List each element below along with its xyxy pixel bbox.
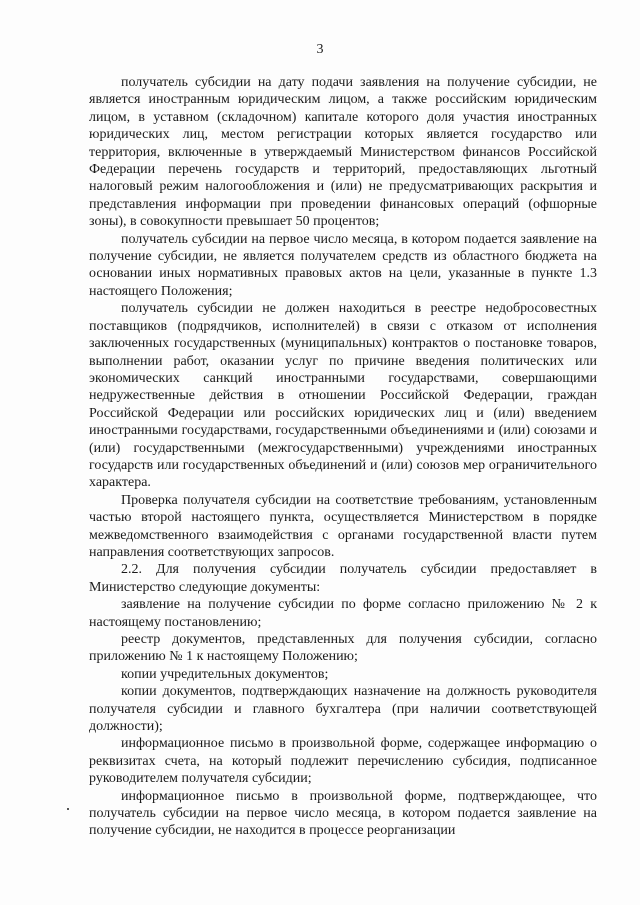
paragraph-no-reorganization-letter: информационное письмо в произвольной форме, подтверждающее, что получатель субсидии на первое число месяца, в котором подается заявление на получение субсидии, не находится в процессе реорганизации <box>89 788 597 839</box>
paragraph-application-form: заявление на получение субсидии по форме согласно приложению № 2 к настоящему постановлению; <box>89 597 597 630</box>
paragraph-unfair-suppliers-register: получатель субсидии не должен находиться в реестре недобросовестных поставщиков (подрядчиков, исполнителей) в связи с отказом от исполнения заключенных государственных (муниципальных) контрактов о постановке товаров, выполнении работ, оказании услуг по причине введения политических или экономических санкций иностранными государствами, совершающими недружественные действия в отношении Российской Федерации, граждан Российской Федерации или российских юридических лиц и (или) введением иностранными государствами, государственными объединениями и (или) союзами и (или) государственными (межгосударственными) учреждениями иностранных государств или государственных объединений и (или) союзов мер ограничительного характера. <box>89 301 597 491</box>
paragraph-founding-documents: копии учредительных документов; <box>121 666 329 682</box>
paragraph-compliance-check: Проверка получателя субсидии на соответствие требованиям, установленным частью второй настоящего пункта, осуществляется Министерством в порядке межведомственного взаимодействия с органами государственной власти путем направления соответствующих запросов. <box>89 492 597 560</box>
margin-dot <box>67 808 69 810</box>
paragraph-section-2-2: 2.2. Для получения субсидии получатель субсидии предоставляет в Министерство следующие документы: <box>89 562 597 595</box>
document-body <box>89 74 597 840</box>
paragraph-foreign-entity-condition: получатель субсидии на дату подачи заявления на получение субсидии, не является иностранным юридическим лицом, а также российским юридическим лицом, в уставном (складочном) капитале которого доля участия иностранных юридических лиц, местом регистрации которых является государство или территория, включенные в утверждаемый Министерством финансов Российской Федерации перечень государств и территорий, предоставляющих льготный налоговый режим налогообложения и (или) не предусматривающих раскрытия и представления информации при проведении финансовых операций (офшорные зоны), в совокупности превышает 50 процентов; <box>89 75 597 230</box>
page-number: 3 <box>316 42 324 57</box>
paragraph-budget-funds-condition: получатель субсидии на первое число месяца, в котором подается заявление на получение субсидии, не является получателем средств из областного бюджета на основании иных нормативных правовых актов на цели, указанные в пункте 1.3 настоящего Положения; <box>89 231 597 299</box>
paragraph-appointment-documents: копии документов, подтверждающих назначение на должность руководителя получателя субсидии и главного бухгалтера (при наличии соответствующей должности); <box>89 684 597 735</box>
paragraph-account-details-letter: информационное письмо в произвольной форме, содержащее информацию о реквизитах счета, на который подлежит перечислению субсидия, подписанное руководителем получателя субсидии; <box>89 736 597 787</box>
paragraph-documents-registry: реестр документов, представленных для получения субсидии, согласно приложению № 1 к настоящему Положению; <box>89 632 597 665</box>
